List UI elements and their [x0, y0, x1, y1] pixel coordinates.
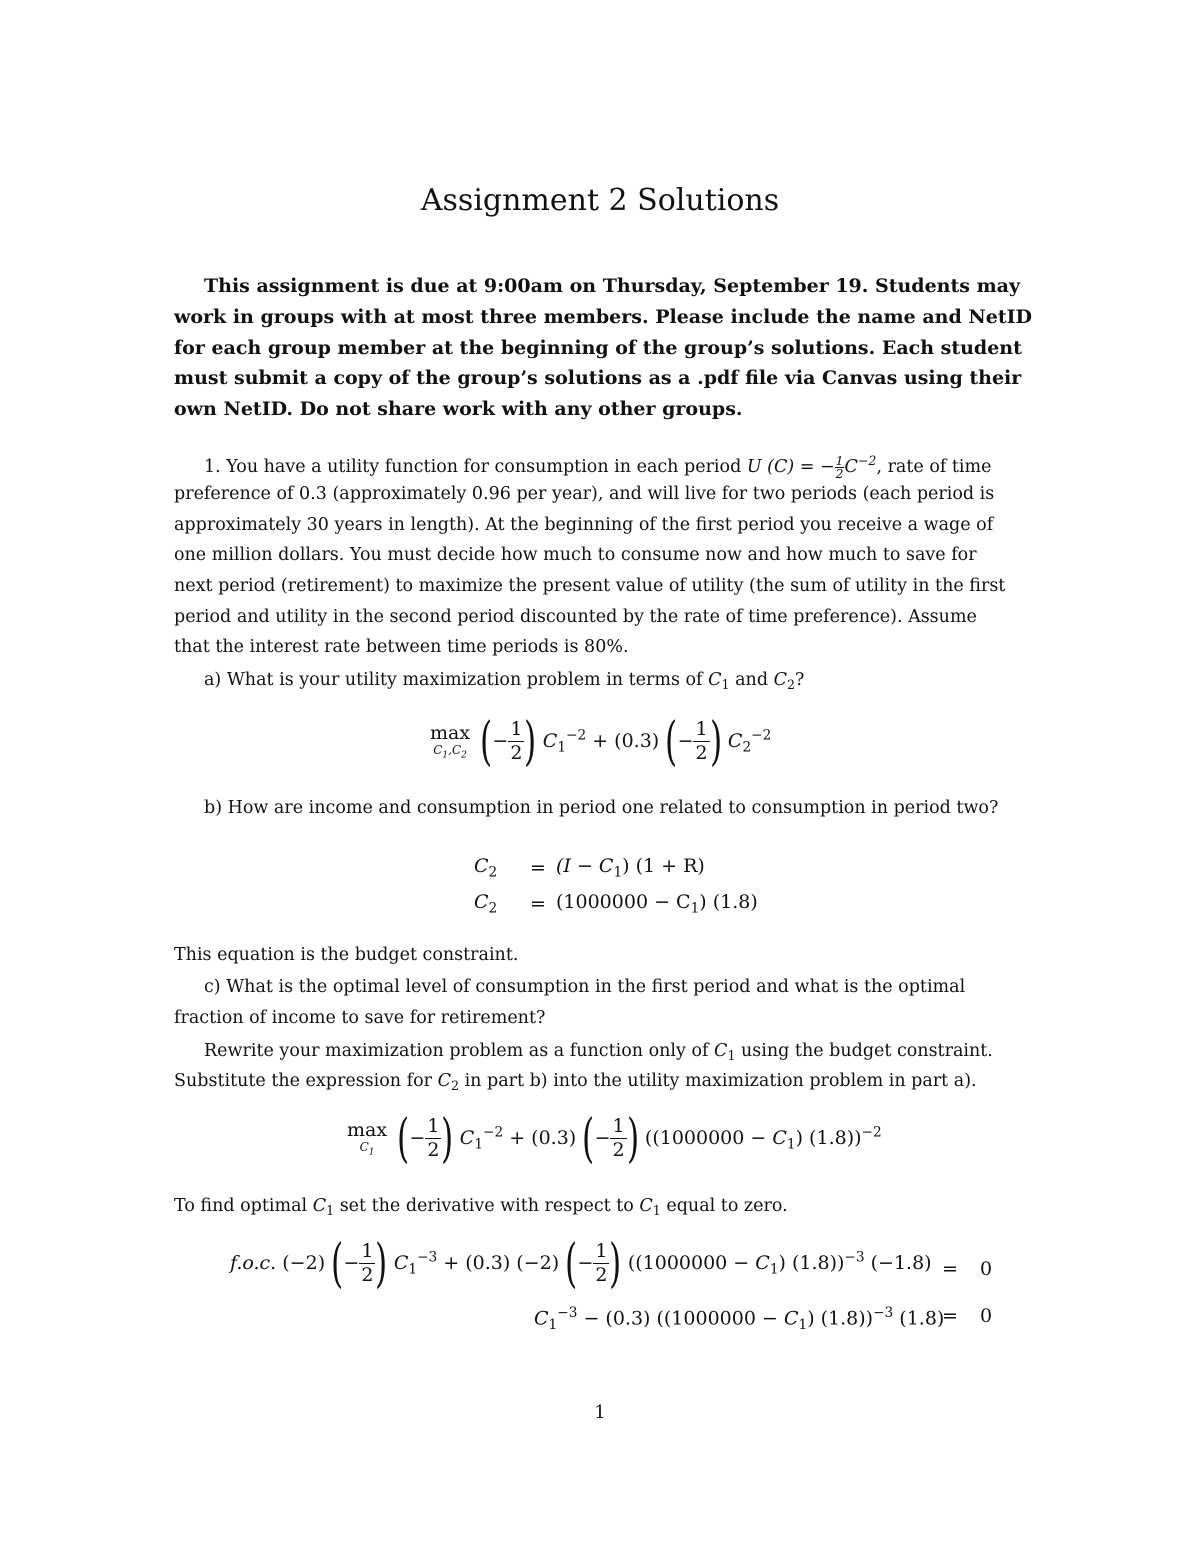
q1-line-7: that the interest rate between time periods is 80%.	[174, 637, 629, 657]
part-c-question-line-2: fraction of income to save for retirement?	[174, 1008, 546, 1028]
rewrite-line-2: Substitute the expression for $C_2$ in part b) into the utility maximization problem in part a).	[174, 1071, 977, 1094]
q1-line-4: one million dollars. You must decide how much to consume now and how much to save for	[174, 545, 977, 565]
page-number: 1	[594, 1402, 606, 1423]
budget-constraint-equations: $C_2$ = $(I - C_1)$ (1 + R) $C_2$ = $(1000000 - C_1)$ (1.8)	[474, 855, 758, 917]
utility-function: U (C) = − $\frac{1}{2}$ $C^{-2}$	[746, 453, 877, 481]
instructions-line-5: own NetID. Do not share work with any other groups.	[174, 398, 743, 420]
foc-equation-2: $C_1^{-3} - (0.3) ((1000000 - C_1)$ (1.8))$^{-3}$ (1.8)	[534, 1305, 945, 1333]
rewrite-line-1: Rewrite your maximization problem as a function only of $C_1$ using the budget constraint.	[204, 1041, 993, 1064]
q1-line-6: period and utility in the second period discounted by the rate of time preference). Assume	[174, 607, 977, 627]
q1-intro-end: , rate of time	[876, 456, 992, 477]
instructions-line-2: work in groups with at most three members. Please include the name and NetID	[174, 306, 1032, 328]
q1-line-3: approximately 30 years in length). At the beginning of the first period you receive a wage of	[174, 515, 994, 535]
budget-constraint-note: This equation is the budget constraint.	[174, 945, 519, 965]
part-a-question: a) What is your utility maximization problem in terms of $C_1$ and $C_2$?	[204, 670, 805, 693]
substituted-max-equation: max $C_1$ (− $\frac{1}{2}$ ) $C_1^{-2} + (0.3)$ (− $\frac{1}{2}$ ) ($(1000000 - C_1)$ (1.8))$^{-2}$	[347, 1109, 882, 1169]
instructions-line-1: This assignment is due at 9:00am on Thursday, September 19. Students may	[204, 275, 1021, 297]
part-b-question: b) How are income and consumption in period one related to consumption in period two?	[204, 798, 999, 818]
page-title: Assignment 2 Solutions	[420, 183, 780, 218]
utility-max-equation: max $C_1,C_2$ (− $\frac{1}{2}$ ) $C_1^{-2} + (0.3)$ (− $\frac{1}{2}$ ) $C_2^{-2}$	[430, 712, 772, 772]
instructions-line-4: must submit a copy of the group’s solutions as a .pdf file via Canvas using their	[174, 367, 1022, 389]
instructions-line-3: for each group member at the beginning of the group’s solutions. Each student	[174, 337, 1022, 359]
foc-zero-1: 0	[980, 1258, 993, 1280]
q1-intro-line	[204, 453, 991, 480]
q1-intro-start: 1. You have a utility function for consumption in each period	[204, 456, 742, 477]
q1-line-5: next period (retirement) to maximize the present value of utility (the sum of utility in the first	[174, 576, 1006, 596]
foc-equation-1: f.o.c. (−2) (− $\frac{1}{2}$ ) $C_1^{-3} + (0.3)$ (−2) (− $\frac{1}{2}$ ) ($(1000000 - C_1)$ (1.8))$^{-3}$ (−1.8)	[230, 1234, 932, 1294]
foc-instruction: To find optimal $C_1$ set the derivative with respect to $C_1$ equal to zero.	[174, 1196, 788, 1219]
foc-equals-1: =	[942, 1258, 958, 1280]
foc-zero-2: 0	[980, 1305, 993, 1327]
foc-equals-2: =	[942, 1305, 958, 1327]
q1-line-2: preference of 0.3 (approximately 0.96 per year), and will live for two periods (each period is	[174, 484, 995, 504]
part-c-question-line-1: c) What is the optimal level of consumption in the first period and what is the optimal	[204, 977, 966, 997]
